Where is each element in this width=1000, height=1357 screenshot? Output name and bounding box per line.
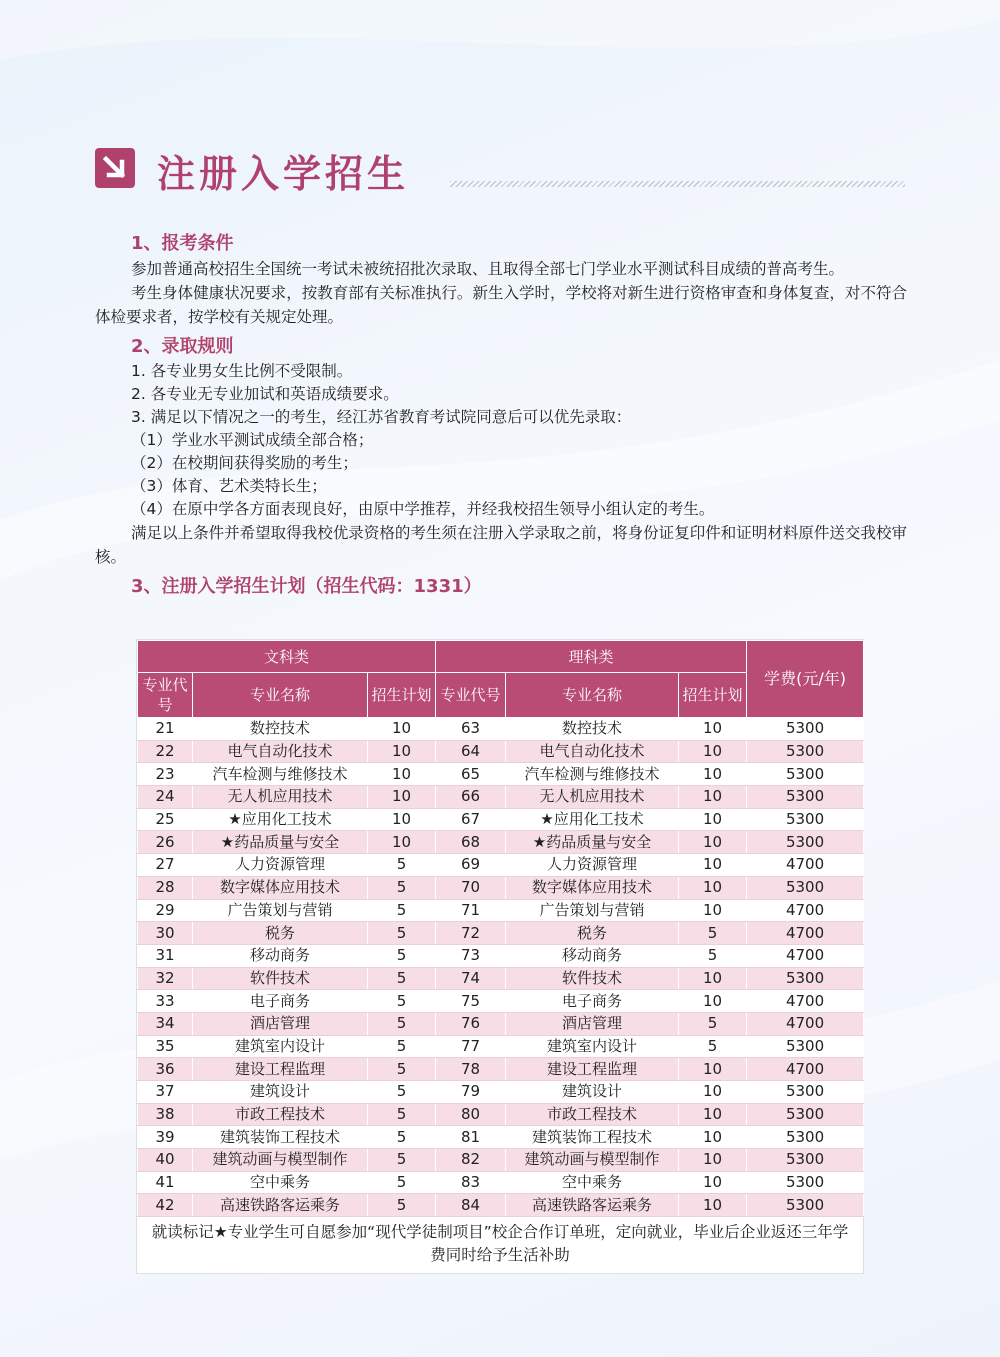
cell-fee: 5300	[747, 967, 864, 990]
cell-plan: 10	[368, 786, 436, 809]
cell-fee: 5300	[747, 1126, 864, 1149]
cell-plan: 10	[679, 1126, 747, 1149]
cell-name: 高速铁路客运乘务	[506, 1194, 679, 1217]
cell-code: 70	[436, 876, 506, 899]
table-footnote: 就读标记★专业学生可自愿参加“现代学徒制项目”校企合作订单班，定向就业，毕业后企业返还三年学费同时给予生活补助	[137, 1217, 863, 1273]
title-divider	[450, 181, 905, 187]
table-row	[138, 1149, 864, 1172]
cell-name: 软件技术	[506, 967, 679, 990]
cell-name: 无人机应用技术	[506, 786, 679, 809]
cell-name: 税务	[506, 922, 679, 945]
cell-plan: 10	[679, 1194, 747, 1217]
cell-name: 电气自动化技术	[506, 740, 679, 763]
cell-plan: 10	[679, 1103, 747, 1126]
cell-plan: 5	[368, 1171, 436, 1194]
cell-plan: 10	[368, 831, 436, 854]
cell-code: 21	[138, 718, 193, 741]
cell-name: 酒店管理	[506, 1012, 679, 1035]
cell-plan: 10	[679, 854, 747, 877]
cell-plan: 5	[368, 922, 436, 945]
cell-fee: 5300	[747, 786, 864, 809]
table-row	[138, 1081, 864, 1104]
cell-plan: 10	[368, 808, 436, 831]
cell-name: 建筑动画与模型制作	[506, 1149, 679, 1172]
cell-name: 移动商务	[193, 944, 368, 967]
cell-fee: 5300	[747, 808, 864, 831]
section-title-requirements: 1、报考条件	[131, 233, 234, 254]
table-row	[138, 944, 864, 967]
cell-code: 71	[436, 899, 506, 922]
cell-name: 空中乘务	[193, 1171, 368, 1194]
cell-fee: 4700	[747, 899, 864, 922]
cell-plan: 10	[679, 831, 747, 854]
cell-name: 建设工程监理	[193, 1058, 368, 1081]
cell-name: 电子商务	[193, 990, 368, 1013]
cell-plan: 10	[679, 1058, 747, 1081]
cell-plan: 10	[679, 876, 747, 899]
cell-name: 无人机应用技术	[193, 786, 368, 809]
cell-code: 74	[436, 967, 506, 990]
group-header-like: 理科类	[436, 641, 747, 673]
cell-code: 80	[436, 1103, 506, 1126]
cell-name: ★应用化工技术	[193, 808, 368, 831]
cell-fee: 5300	[747, 718, 864, 741]
cell-code: 38	[138, 1103, 193, 1126]
section-title-admission-rules: 2、录取规则	[131, 336, 234, 357]
cell-plan: 5	[679, 922, 747, 945]
cell-plan: 5	[368, 1012, 436, 1035]
cell-plan: 10	[679, 763, 747, 786]
cell-name: 建筑装饰工程技术	[506, 1126, 679, 1149]
cell-name: 人力资源管理	[193, 854, 368, 877]
cell-name: 建筑室内设计	[506, 1035, 679, 1058]
cell-name: 数控技术	[193, 718, 368, 741]
cell-code: 30	[138, 922, 193, 945]
table-row	[138, 967, 864, 990]
cell-plan: 10	[368, 763, 436, 786]
cell-name: 建设工程监理	[506, 1058, 679, 1081]
cell-fee: 5300	[747, 763, 864, 786]
cell-fee: 5300	[747, 1103, 864, 1126]
table-row	[138, 1103, 864, 1126]
cell-plan: 10	[368, 718, 436, 741]
table-row	[138, 786, 864, 809]
arrow-down-right-icon	[95, 148, 135, 188]
cell-fee: 5300	[747, 1149, 864, 1172]
col-header-fee: 学费(元/年)	[747, 641, 864, 718]
table-row	[138, 763, 864, 786]
paragraph: 满足以上条件并希望取得我校优录资格的考生须在注册入学录取之前，将身份证复印件和证明材料原件送交我校审核。	[95, 524, 907, 566]
cell-code: 81	[436, 1126, 506, 1149]
cell-name: 广告策划与营销	[193, 899, 368, 922]
cell-code: 39	[138, 1126, 193, 1149]
cell-code: 23	[138, 763, 193, 786]
col-header-plan: 招生计划	[679, 673, 747, 718]
cell-code: 32	[138, 967, 193, 990]
cell-name: 建筑设计	[506, 1081, 679, 1104]
cell-plan: 5	[368, 1035, 436, 1058]
cell-fee: 5300	[747, 1081, 864, 1104]
rule-item: 2. 各专业无专业加试和英语成绩要求。	[131, 385, 399, 403]
cell-code: 37	[138, 1081, 193, 1104]
cell-name: 电气自动化技术	[193, 740, 368, 763]
cell-plan: 10	[679, 1171, 747, 1194]
cell-plan: 5	[368, 1149, 436, 1172]
table-row	[138, 899, 864, 922]
cell-plan: 5	[368, 1103, 436, 1126]
main-content	[95, 230, 907, 600]
cell-name: 电子商务	[506, 990, 679, 1013]
cell-code: 22	[138, 740, 193, 763]
cell-plan: 10	[679, 786, 747, 809]
cell-fee: 5300	[747, 1194, 864, 1217]
cell-fee: 5300	[747, 831, 864, 854]
cell-plan: 5	[368, 899, 436, 922]
table-row	[138, 718, 864, 741]
table-row	[138, 990, 864, 1013]
cell-code: 26	[138, 831, 193, 854]
cell-fee: 4700	[747, 922, 864, 945]
cell-plan: 5	[368, 854, 436, 877]
cell-fee: 4700	[747, 990, 864, 1013]
table-row	[138, 876, 864, 899]
cell-name: 市政工程技术	[506, 1103, 679, 1126]
cell-fee: 5300	[747, 1035, 864, 1058]
cell-name: 高速铁路客运乘务	[193, 1194, 368, 1217]
cell-code: 67	[436, 808, 506, 831]
section-title-enrollment-plan: 3、注册入学招生计划（招生代码：1331）	[131, 576, 482, 597]
table-row	[138, 1012, 864, 1035]
condition-item: （1）学业水平测试成绩全部合格；	[131, 431, 374, 449]
table-row	[138, 854, 864, 877]
table-row	[138, 1194, 864, 1217]
cell-fee: 5300	[747, 1171, 864, 1194]
table-row	[138, 740, 864, 763]
cell-name: 汽车检测与维修技术	[506, 763, 679, 786]
cell-code: 36	[138, 1058, 193, 1081]
cell-plan: 10	[679, 967, 747, 990]
cell-fee: 4700	[747, 944, 864, 967]
condition-item: （4）在原中学各方面表现良好，由原中学推荐，并经我校招生领导小组认定的考生。	[131, 500, 715, 518]
table-row	[138, 922, 864, 945]
cell-code: 33	[138, 990, 193, 1013]
cell-name: 移动商务	[506, 944, 679, 967]
cell-code: 69	[436, 854, 506, 877]
cell-code: 76	[436, 1012, 506, 1035]
cell-code: 65	[436, 763, 506, 786]
cell-fee: 4700	[747, 854, 864, 877]
table-row	[138, 1035, 864, 1058]
cell-code: 83	[436, 1171, 506, 1194]
cell-name: 人力资源管理	[506, 854, 679, 877]
cell-code: 29	[138, 899, 193, 922]
cell-plan: 10	[679, 740, 747, 763]
cell-code: 84	[436, 1194, 506, 1217]
cell-name: ★药品质量与安全	[506, 831, 679, 854]
col-header-plan: 招生计划	[368, 673, 436, 718]
cell-name: 数控技术	[506, 718, 679, 741]
cell-name: 建筑室内设计	[193, 1035, 368, 1058]
cell-name: 广告策划与营销	[506, 899, 679, 922]
cell-fee: 4700	[747, 1012, 864, 1035]
rule-item: 1. 各专业男女生比例不受限制。	[131, 362, 353, 380]
cell-plan: 5	[679, 944, 747, 967]
cell-plan: 5	[679, 1012, 747, 1035]
cell-name: 建筑装饰工程技术	[193, 1126, 368, 1149]
col-header-code: 专业代号	[138, 673, 193, 718]
cell-code: 25	[138, 808, 193, 831]
cell-code: 24	[138, 786, 193, 809]
cell-code: 66	[436, 786, 506, 809]
cell-code: 78	[436, 1058, 506, 1081]
cell-name: 软件技术	[193, 967, 368, 990]
cell-plan: 10	[679, 899, 747, 922]
page-title: 注册入学招生	[157, 152, 410, 196]
cell-plan: 5	[368, 967, 436, 990]
cell-fee: 5300	[747, 740, 864, 763]
cell-plan: 5	[368, 876, 436, 899]
cell-name: 税务	[193, 922, 368, 945]
cell-plan: 10	[679, 808, 747, 831]
cell-code: 68	[436, 831, 506, 854]
cell-code: 79	[436, 1081, 506, 1104]
cell-code: 63	[436, 718, 506, 741]
cell-fee: 5300	[747, 876, 864, 899]
cell-plan: 5	[368, 1058, 436, 1081]
table-row	[138, 1058, 864, 1081]
cell-code: 77	[436, 1035, 506, 1058]
table-row	[138, 831, 864, 854]
cell-plan: 5	[368, 990, 436, 1013]
cell-name: 建筑设计	[193, 1081, 368, 1104]
cell-plan: 10	[679, 1081, 747, 1104]
table-row	[138, 808, 864, 831]
cell-code: 75	[436, 990, 506, 1013]
cell-plan: 5	[679, 1035, 747, 1058]
cell-name: 市政工程技术	[193, 1103, 368, 1126]
cell-plan: 10	[679, 1149, 747, 1172]
cell-code: 27	[138, 854, 193, 877]
cell-plan: 5	[368, 944, 436, 967]
col-header-code: 专业代号	[436, 673, 506, 718]
page-header	[95, 145, 905, 196]
cell-plan: 10	[368, 740, 436, 763]
paragraph: 考生身体健康状况要求，按教育部有关标准执行。新生入学时，学校将对新生进行资格审查和身体复查，对不符合体检要求者，按学校有关规定处理。	[95, 284, 907, 326]
rule-item: 3. 满足以下情况之一的考生，经江苏省教育考试院同意后可以优先录取：	[131, 408, 632, 426]
cell-code: 28	[138, 876, 193, 899]
cell-name: 数字媒体应用技术	[506, 876, 679, 899]
cell-code: 34	[138, 1012, 193, 1035]
enrollment-plan-table	[137, 640, 863, 1273]
condition-item: （2）在校期间获得奖励的考生；	[131, 454, 358, 472]
cell-plan: 10	[679, 990, 747, 1013]
cell-code: 42	[138, 1194, 193, 1217]
cell-name: 空中乘务	[506, 1171, 679, 1194]
col-header-name: 专业名称	[506, 673, 679, 718]
group-header-wenke: 文科类	[138, 641, 436, 673]
cell-plan: 5	[368, 1081, 436, 1104]
cell-plan: 5	[368, 1126, 436, 1149]
cell-name: 汽车检测与维修技术	[193, 763, 368, 786]
cell-code: 40	[138, 1149, 193, 1172]
table-row	[138, 1171, 864, 1194]
cell-name: ★应用化工技术	[506, 808, 679, 831]
col-header-name: 专业名称	[193, 673, 368, 718]
cell-code: 41	[138, 1171, 193, 1194]
cell-fee: 4700	[747, 1058, 864, 1081]
cell-name: ★药品质量与安全	[193, 831, 368, 854]
cell-plan: 10	[679, 718, 747, 741]
paragraph: 参加普通高校招生全国统一考试未被统招批次录取、且取得全部七门学业水平测试科目成绩的普高考生。	[131, 260, 845, 278]
cell-code: 72	[436, 922, 506, 945]
cell-name: 建筑动画与模型制作	[193, 1149, 368, 1172]
cell-name: 酒店管理	[193, 1012, 368, 1035]
cell-code: 64	[436, 740, 506, 763]
cell-name: 数字媒体应用技术	[193, 876, 368, 899]
cell-plan: 5	[368, 1194, 436, 1217]
table-row	[138, 1126, 864, 1149]
cell-code: 73	[436, 944, 506, 967]
condition-item: （3）体育、艺术类特长生；	[131, 477, 327, 495]
cell-code: 35	[138, 1035, 193, 1058]
cell-code: 82	[436, 1149, 506, 1172]
cell-code: 31	[138, 944, 193, 967]
